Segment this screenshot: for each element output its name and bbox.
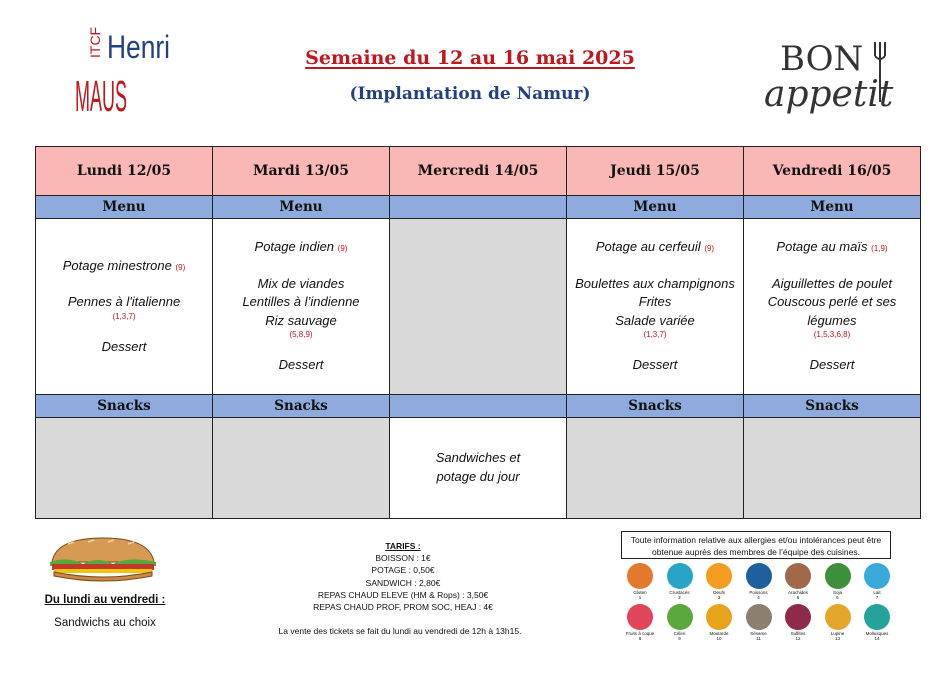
main-allergens: (1,5,3,6,8) — [813, 330, 851, 340]
bon-appetit-logo — [760, 28, 900, 128]
milk-icon — [864, 563, 890, 589]
allergen-number: 14 — [874, 636, 880, 641]
allergen-name: Lupine — [830, 631, 845, 636]
tarif-line: POTAGE : 0,50€ — [371, 565, 435, 576]
snacks-header-friday: Snacks — [744, 394, 921, 417]
menu-header-friday: Menu — [744, 196, 921, 219]
tickets-note: La vente des tickets se fait du lundi au vendredi de 12h à 13h15. — [278, 626, 522, 636]
dessert: Dessert — [809, 357, 855, 373]
tarif-line: SANDWICH : 2,80€ — [365, 577, 441, 588]
allergen-name: Poissons — [749, 590, 768, 595]
main-dish: Mix de viandes — [257, 275, 345, 291]
soup: Potage au maïs — [776, 239, 868, 255]
allergen-name: Sulfites — [790, 631, 806, 636]
soup-allergens: (9) — [337, 244, 348, 254]
sulphite-icon — [785, 604, 811, 630]
sandwich-icon — [48, 534, 158, 584]
crab-icon — [667, 563, 693, 589]
snacks-wednesday — [390, 417, 567, 518]
dessert: Dessert — [632, 357, 678, 373]
main-allergens: (1,3,7) — [112, 311, 136, 321]
menu-table — [35, 146, 921, 519]
svg-text:Henri: Henri — [107, 29, 170, 65]
main-dish: Couscous perlé et ses légumes — [767, 294, 897, 328]
tarif-line: BOISSON : 1€ — [375, 553, 431, 564]
snacks-content-row — [36, 417, 921, 518]
soup-allergens: (9) — [175, 262, 186, 272]
menu-wednesday-empty — [390, 219, 567, 394]
svg-text:appetit: appetit — [764, 74, 894, 115]
allergen-number: 4 — [757, 595, 760, 600]
allergen-name: Oeufs — [712, 590, 725, 595]
page-title: Semaine du 12 au 16 mai 2025 — [305, 47, 635, 69]
weekdays-label: Du lundi au vendredi : — [44, 594, 166, 606]
allergen-item — [660, 604, 700, 641]
menu-tuesday — [213, 219, 390, 394]
menu-header-tuesday: Menu — [213, 196, 390, 219]
menu-friday — [744, 219, 921, 394]
sesame-icon — [746, 604, 772, 630]
snacks-thursday — [567, 417, 744, 518]
fish-icon — [746, 563, 772, 589]
snacks-tuesday — [213, 417, 390, 518]
main-allergens: (5,8,9) — [289, 330, 313, 340]
allergen-item — [699, 604, 739, 641]
svg-text:ITCF: ITCF — [87, 26, 103, 58]
svg-text:BON: BON — [780, 39, 864, 79]
egg-icon — [706, 563, 732, 589]
allergen-name: Moutarde — [709, 631, 729, 636]
allergen-name: Lait — [873, 590, 881, 595]
dessert: Dessert — [101, 338, 147, 354]
allergen-number: 6 — [836, 595, 839, 600]
allergen-number: 2 — [678, 595, 681, 600]
day-header-row — [36, 147, 921, 196]
allergen-number: 9 — [678, 636, 681, 641]
day-header-friday: Vendredi 16/05 — [744, 147, 921, 196]
allergen-name: Soja — [832, 590, 842, 595]
allergen-item — [660, 563, 700, 600]
main-dish: Salade variée — [615, 312, 695, 328]
allergen-item — [857, 604, 897, 641]
allergen-number: 5 — [796, 595, 800, 600]
allergen-name: Mollusques — [865, 631, 889, 636]
tarifs-block — [268, 540, 538, 613]
snacks-monday — [36, 417, 213, 518]
allergy-note: Toute information relative aux allergies et/ou intolérances peut être obtenue auprès des membres de l’équipe des cuisines. — [621, 531, 891, 559]
allergen-name: Sésame — [750, 631, 767, 636]
tarif-line: REPAS CHAUD PROF, PROM SOC, HEAJ : 4€ — [313, 602, 493, 613]
allergen-item — [778, 604, 818, 641]
main-dish: Boulettes aux champignons — [575, 275, 735, 291]
tarifs-title: TARIFS : — [385, 541, 421, 551]
snacks-header-row — [36, 394, 921, 417]
allergen-number: 12 — [795, 636, 801, 641]
main-allergens: (1,3,7) — [643, 330, 667, 340]
allergen-number: 3 — [717, 595, 721, 600]
day-header-wednesday: Mercredi 14/05 — [390, 147, 567, 196]
snacks-header-wednesday — [390, 394, 567, 417]
allergen-item — [739, 563, 779, 600]
main-dish: Pennes à l'italienne — [67, 294, 181, 310]
allergen-number: 11 — [756, 636, 761, 641]
allergen-name: Arachides — [787, 590, 808, 595]
menu-monday — [36, 219, 213, 394]
sandwich-text: Sandwichs au choix — [54, 617, 156, 629]
allergen-name: Céleri — [673, 631, 686, 636]
menu-header-wednesday — [390, 196, 567, 219]
menu-header-thursday: Menu — [567, 196, 744, 219]
soup: Potage indien — [254, 239, 335, 255]
allergen-item — [778, 563, 818, 600]
snacks-header-thursday: Snacks — [567, 394, 744, 417]
peanut-icon — [785, 563, 811, 589]
menu-content-row — [36, 219, 921, 394]
nut-icon — [627, 604, 653, 630]
snacks-header-monday: Snacks — [36, 394, 213, 417]
henri-maus-logo — [70, 18, 175, 121]
celery-icon — [667, 604, 693, 630]
tarif-line: REPAS CHAUD ELEVE (HM & Rops) : 3,50€ — [317, 589, 489, 600]
menu-header-monday: Menu — [36, 196, 213, 219]
allergen-number: 13 — [834, 636, 840, 641]
allergen-item — [739, 604, 779, 641]
allergen-name: Gluten — [633, 590, 647, 595]
soy-icon — [825, 563, 851, 589]
day-header-tuesday: Mardi 13/05 — [213, 147, 390, 196]
allergen-item — [620, 604, 660, 641]
menu-header-row — [36, 196, 921, 219]
allergen-number: 8 — [638, 636, 642, 641]
soup: Potage au cerfeuil — [595, 239, 701, 255]
allergen-name: Crustacés — [669, 590, 690, 595]
menu-thursday — [567, 219, 744, 394]
lupin-icon — [825, 604, 851, 630]
allergen-name: Fruits à coque — [625, 631, 655, 636]
day-header-thursday: Jeudi 15/05 — [567, 147, 744, 196]
soup-allergens: (1,9) — [871, 244, 888, 254]
allergen-item — [818, 604, 858, 641]
day-header-monday: Lundi 12/05 — [36, 147, 213, 196]
allergen-number: 7 — [875, 595, 879, 600]
allergen-item — [818, 563, 858, 600]
shell-icon — [864, 604, 890, 630]
soup-allergens: (9) — [704, 244, 715, 254]
snacks-friday — [744, 417, 921, 518]
allergen-item — [620, 563, 660, 600]
snacks-wednesday-text: Sandwiches et potage du jour — [435, 450, 521, 484]
allergen-number: 1 — [638, 595, 642, 600]
main-dish: Frites — [638, 294, 672, 310]
main-dish: Aiguillettes de poulet — [772, 275, 892, 291]
soup: Potage minestrone — [62, 257, 172, 273]
main-dish: Riz sauvage — [265, 312, 337, 328]
allergen-item — [857, 563, 897, 600]
dessert: Dessert — [278, 357, 324, 373]
allergen-item — [699, 563, 739, 600]
mustard-icon — [706, 604, 732, 630]
allergen-number: 10 — [716, 636, 722, 641]
snacks-header-tuesday: Snacks — [213, 394, 390, 417]
wheat-icon — [627, 563, 653, 589]
svg-text:MAUS: MAUS — [75, 72, 127, 121]
page-subtitle: (Implantation de Namur) — [349, 84, 591, 104]
main-dish: Lentilles à l’indienne — [242, 294, 360, 310]
